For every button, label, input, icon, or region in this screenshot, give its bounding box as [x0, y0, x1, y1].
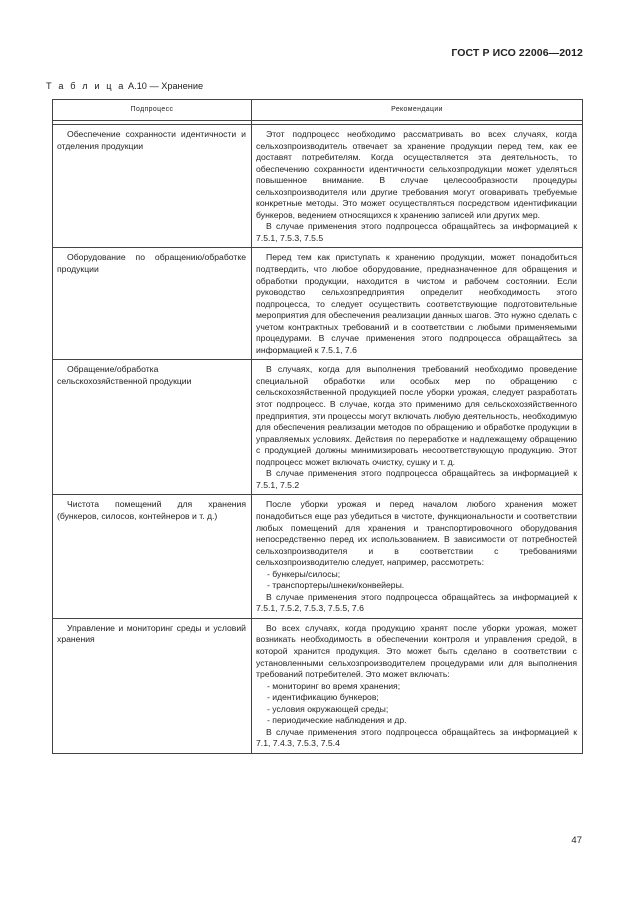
table-caption-prefix: Т а б л и ц а — [46, 81, 126, 91]
recommendation-paragraph: В случае применения этого подпроцесса обращайтесь за информацией к 7.5.1, 7.5.2 — [256, 468, 577, 490]
list-item: - бункеры/силосы; — [267, 568, 341, 579]
table-row — [53, 248, 583, 360]
document-id: ГОСТ Р ИСО 22006—2012 — [451, 47, 583, 59]
recommendation-cell — [252, 360, 583, 495]
column-header-subprocess: Подпроцесс — [53, 100, 252, 121]
recommendation-paragraph: В случаях, когда для выполнения требований необходимо проведение специальной обработки или особых мер по обращению с сельскохозяйственной продукцией после уборки урожая, следует разработать этот подпроцесс. В случае, когда это применимо для сельскохозяйственного предприятия, эти процессы могут включать любую деятельность, необходимую для обеспечения реализации методов по обращению и обработке продукции в управляемых условиях. Действия по переработке и надлежащему обращению с продукцией должны минимизировать несоответствующую продукцию. Этот подпроцесс может включать очистку, сушку и т. д. — [256, 364, 577, 467]
subprocess-cell: Обращение/обработка сельскохозяйственной продукции — [53, 360, 252, 495]
table-caption-title: А.10 — Хранение — [125, 81, 204, 91]
recommendation-paragraph: Перед тем как приступать к хранению продукции, может понадобиться подтвердить, что любое оборудование, предназначенное для обращения и обработки продукции, находится в чистом и рабочем состоянии. Если руководство сельхозпредприятия определит необходимость этого подпроцесса, то следует осуществить соответствующие подготовительные мероприятия для обеспечения реализации данных шагов. Это нужно сделать с учетом контрактных требований и в соответствии с любыми применяемыми процедурами. В случае применения этого подпроцесса обращайтесь за информацией к 7.5.1, 7.6 — [256, 252, 577, 355]
table-row — [53, 125, 583, 248]
table-row — [53, 495, 583, 618]
recommendation-paragraph: В случае применения этого подпроцесса обращайтесь за информацией к 7.1, 7.4.3, 7.5.3, 7.5.4 — [256, 726, 577, 749]
list-item: - транспортеры/шнеки/конвейеры. — [267, 580, 405, 591]
recommendation-paragraph: После уборки урожая и перед началом любого хранения может понадобиться еще раз убедиться в чистоте, функциональности и соответствии любых помещений для хранения и транспортировочного оборудования непосредственно перед их использованием. В зависимости от потребностей сельхозпроизводителя и в соответствии с требованиями сельхозпроизводителю следует, например, рассмотреть: — [256, 499, 577, 568]
subprocess-cell: Оборудование по обращению/обработке продукции — [53, 248, 252, 360]
subprocess-cell: Обеспечение сохранности идентичности и отделения продукции — [53, 125, 252, 248]
list-item: - условия окружающей среды; — [267, 703, 389, 714]
list-item: - периодические наблюдения и др. — [267, 715, 407, 726]
page-number: 47 — [571, 835, 582, 846]
recommendation-cell — [252, 125, 583, 248]
recommendation-paragraph: В случае применения этого подпроцесса обращайтесь за информацией к 7.5.1, 7.5.2, 7.5.3, 7.5.5, 7.6 — [256, 591, 577, 614]
subprocess-cell: Чистота помещений для хранения (бункеров, силосов, контейнеров и т. д.) — [53, 495, 252, 618]
recommendation-paragraph: Во всех случаях, когда продукцию хранят после уборки урожая, может возникать необходимость в обеспечении контроля и управления средой, в которой хранится продукция. Это может быть сделано в соответствии с установленными сельхозпроизводителем процедурами или для выполнения требований потребителей. Это может включать: — [256, 622, 577, 680]
recommendation-cell — [252, 618, 583, 753]
subprocess-cell: Управление и мониторинг среды и условий хранения — [53, 618, 252, 753]
table-header-row — [53, 100, 583, 121]
list-item: - идентификацию бункеров; — [267, 692, 379, 703]
recommendation-paragraph: В случае применения этого подпроцесса обращайтесь за информацией к 7.5.1, 7.5.3, 7.5.5 — [256, 221, 577, 243]
table-row — [53, 618, 583, 753]
table-row — [53, 360, 583, 495]
list-item: - мониторинг во время хранения; — [267, 680, 401, 691]
recommendation-cell — [252, 248, 583, 360]
table-caption — [46, 81, 203, 91]
recommendation-paragraph: Этот подпроцесс необходимо рассматривать во всех случаях, когда сельхозпроизводитель отвечает за хранение продукции перед тем, как ее доставят потребителям. Когда осуществляется эта деятельность, то обеспечению сохранности идентичности сельхозпродукции может уделяться повышенное внимание. В случае целесообразности процедуры сельхозпроизводителя или другие требования могут оговаривать требуемые конкретные методы. Это может осуществляться посредством идентификации бункеров, ведением относящихся к хранению записей или других мер. — [256, 129, 577, 220]
storage-table — [52, 99, 583, 754]
recommendation-cell — [252, 495, 583, 618]
column-header-recommendations: Рекомендации — [252, 100, 583, 121]
